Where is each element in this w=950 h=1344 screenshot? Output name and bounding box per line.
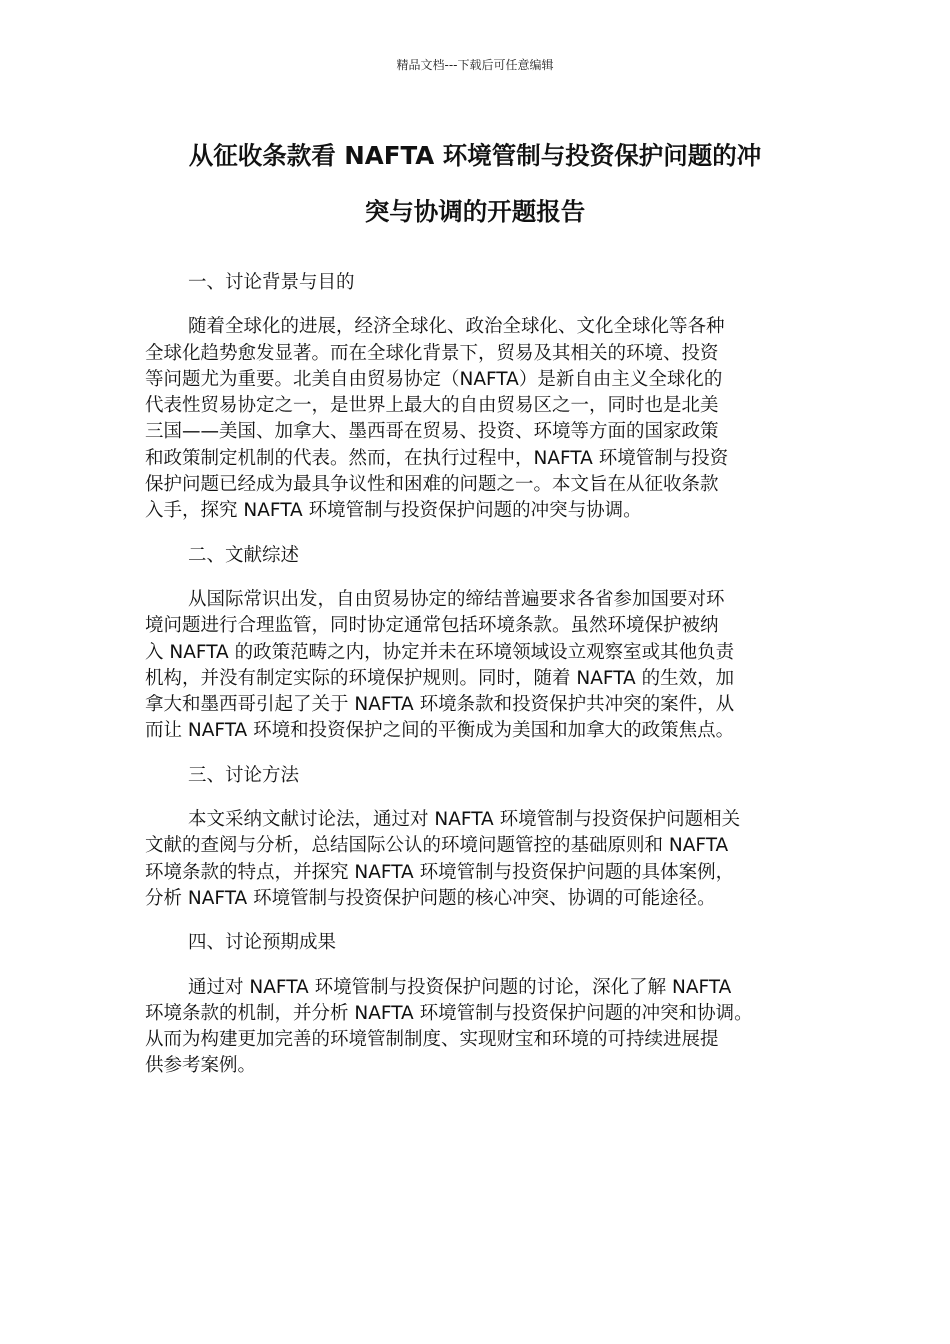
section-heading-background: 一、讨论背景与目的: [188, 272, 355, 293]
section-heading-outcomes: 四、讨论预期成果: [188, 932, 337, 954]
header-note: 精品文档---下载后可任意编辑: [396, 58, 554, 72]
paragraph-line: 从而为构建更加完善的环境管制制度、实现财宝和环境的可持续进展提: [145, 1029, 719, 1051]
paragraph-line: 供参考案例。: [145, 1055, 257, 1077]
paragraph-line: 入 NAFTA 的政策范畴之内，协定并未在环境领域设立观察室或其他负责: [145, 641, 735, 663]
paragraph-line: 入手，探究 NAFTA 环境管制与投资保护问题的冲突与协调。: [145, 500, 642, 522]
paragraph-line: 全球化趋势愈发显著。而在全球化背景下，贸易及其相关的环境、投资: [145, 342, 719, 364]
paragraph-line: 环境条款的机制，并分析 NAFTA 环境管制与投资保护问题的冲突和协调。: [145, 1002, 753, 1024]
paragraph-line: 从国际常识出发，自由贸易协定的缔结普遍要求各省参加国要对环: [188, 588, 725, 610]
paragraph-line: 保护问题已经成为最具争议性和困难的问题之一。本文旨在从征收条款: [145, 474, 719, 496]
paragraph-line: 分析 NAFTA 环境管制与投资保护问题的核心冲突、协调的可能途径。: [145, 887, 716, 909]
paragraph-line: 本文采纳文献讨论法，通过对 NAFTA 环境管制与投资保护问题相关: [188, 809, 741, 831]
section-paragraph-method: [145, 807, 815, 912]
paragraph-line: 而让 NAFTA 环境和投资保护之间的平衡成为美国和加拿大的政策焦点。: [145, 720, 735, 742]
paragraph-line: 代表性贸易协定之一，是世界上最大的自由贸易区之一，同时也是北美: [145, 395, 719, 417]
section-paragraph-background: [145, 314, 815, 524]
paragraph-line: 拿大和墨西哥引起了关于 NAFTA 环境条款和投资保护共冲突的案件，从: [145, 694, 735, 716]
paragraph-line: 环境条款的特点，并探究 NAFTA 环境管制与投资保护问题的具体案例，: [145, 861, 735, 883]
paragraph-line: 等问题尤为重要。北美自由贸易协定（NAFTA）是新自由主义全球化的: [145, 368, 723, 390]
paragraph-line: 随着全球化的进展，经济全球化、政治全球化、文化全球化等各种: [188, 316, 725, 338]
paragraph-line: 通过对 NAFTA 环境管制与投资保护问题的讨论，深化了解 NAFTA: [188, 976, 732, 998]
section-heading-literature: 二、文献综述: [188, 544, 300, 566]
title-line-1: 从征收条款看 NAFTA 环境管制与投资保护问题的冲: [188, 141, 762, 170]
paragraph-line: 三国——美国、加拿大、墨西哥在贸易、投资、环境等方面的国家政策: [145, 421, 719, 443]
document-body: [145, 270, 815, 1098]
document-title: [138, 128, 812, 240]
section-heading-method: 三、讨论方法: [188, 764, 300, 786]
section-paragraph-literature: [145, 587, 815, 745]
title-line-2: 突与协调的开题报告: [364, 197, 586, 226]
paragraph-line: 境问题进行合理监管，同时协定通常包括环境条款。虽然环境保护被纳: [145, 615, 719, 637]
paragraph-line: 和政策制定机制的代表。然而，在执行过程中，NAFTA 环境管制与投资: [145, 447, 729, 469]
paragraph-line: 文献的查阅与分析，总结国际公认的环境问题管控的基础原则和 NAFTA: [145, 835, 729, 857]
paragraph-line: 机构，并没有制定实际的环境保护规则。同时，随着 NAFTA 的生效，加: [145, 667, 735, 689]
section-paragraph-outcomes: [145, 975, 815, 1080]
